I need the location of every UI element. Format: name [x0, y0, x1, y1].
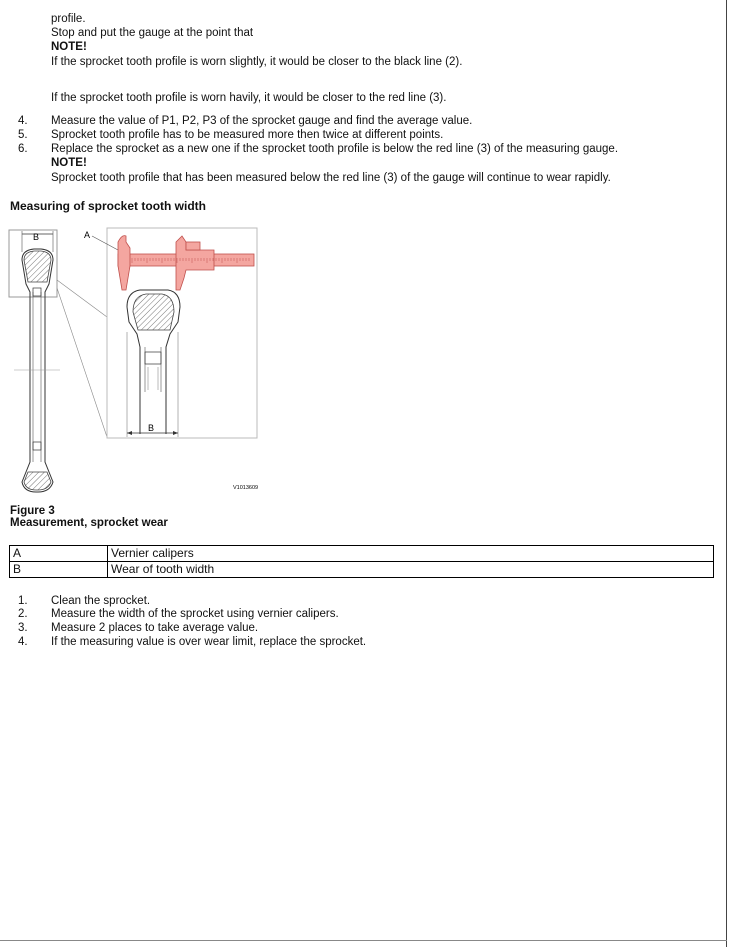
step-text: If the measuring value is over wear limit, replace the sprocket. [51, 636, 367, 648]
step-text: Replace the sprocket as a new one if the sprocket tooth profile is below the red line (3) of the measuring gauge. [51, 143, 619, 155]
note-label: NOTE! [51, 41, 87, 53]
legend-table [9, 545, 714, 578]
section-heading: Measuring of sprocket tooth width [10, 199, 207, 213]
step-number: 4. [18, 636, 28, 648]
label-b-left: B [33, 232, 40, 242]
intro-line: Stop and put the gauge at the point that [51, 27, 254, 39]
page-edge [726, 0, 727, 947]
legend-value: Wear of tooth width [108, 562, 714, 578]
step-number: 3. [18, 622, 28, 634]
step-number: 1. [18, 595, 28, 607]
step-number: 5. [18, 129, 28, 141]
step-text: Measure the width of the sprocket using vernier calipers. [51, 608, 339, 620]
intro-line: profile. [51, 13, 86, 25]
step-text: Clean the sprocket. [51, 595, 151, 607]
legend-key: B [10, 562, 108, 578]
sprocket-figure [0, 222, 270, 497]
step-text: Sprocket tooth profile has to be measured more then twice at different points. [51, 129, 444, 141]
step-number: 2. [18, 608, 28, 620]
step-number: 6. [18, 143, 28, 155]
step-text: Measure 2 places to take average value. [51, 622, 259, 634]
table-row [10, 562, 714, 578]
note-label: NOTE! [51, 157, 87, 169]
legend-key: A [10, 546, 108, 562]
note-text: If the sprocket tooth profile is worn slightly, it would be closer to the black line (2). [51, 56, 463, 68]
figure-code: V1013609 [233, 485, 259, 491]
note-text: Sprocket tooth profile that has been measured below the red line (3) of the gauge will continue to wear rapidly. [51, 172, 611, 184]
figure-number: Figure 3 [10, 505, 55, 517]
table-row [10, 546, 714, 562]
step-text: Measure the value of P1, P2, P3 of the sprocket gauge and find the average value. [51, 115, 473, 127]
page-edge [0, 940, 727, 941]
label-b-detail: B [148, 423, 155, 433]
note-text: If the sprocket tooth profile is worn havily, it would be closer to the red line (3). [51, 92, 447, 104]
step-number: 4. [18, 115, 28, 127]
vernier-calipers-drawing [118, 236, 254, 290]
legend-value: Vernier calipers [108, 546, 714, 562]
figure-title: Measurement, sprocket wear [10, 517, 168, 529]
label-a: A [84, 230, 91, 240]
